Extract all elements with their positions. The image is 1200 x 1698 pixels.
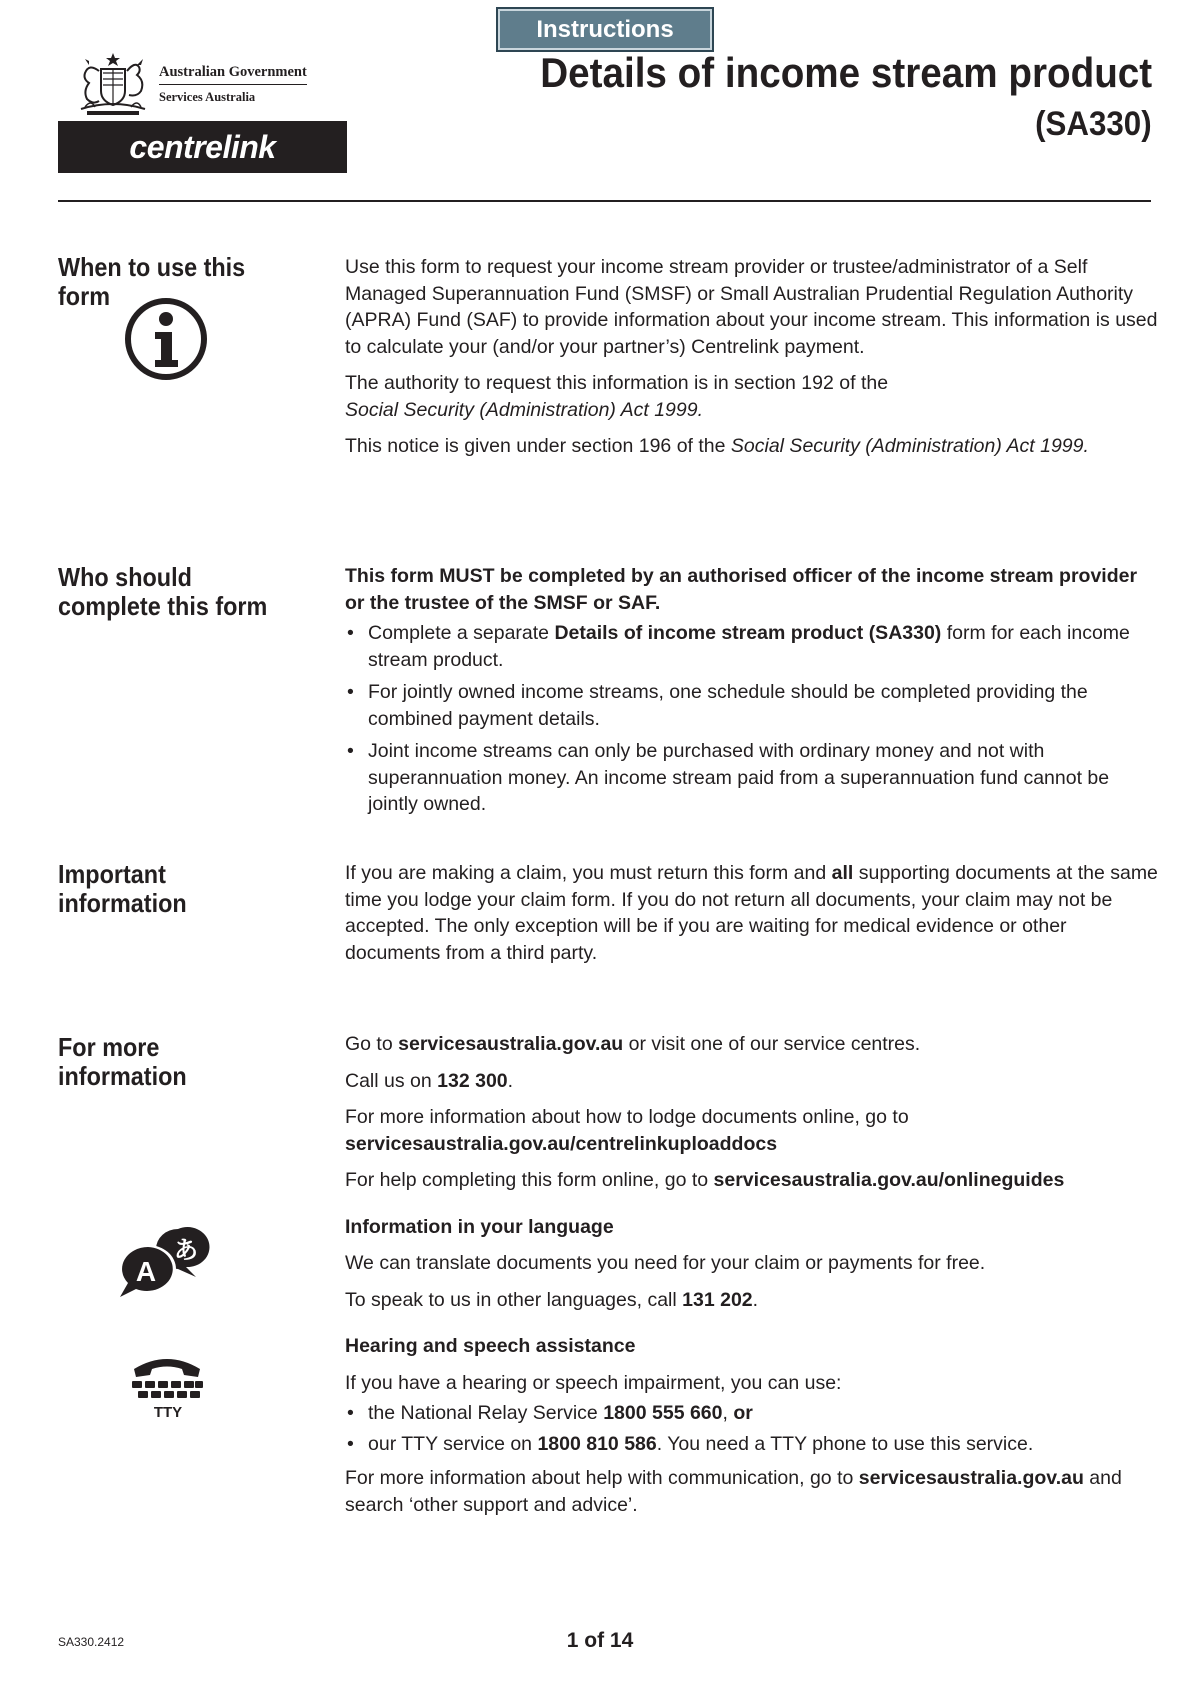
communication-paragraph [345, 1465, 1160, 1518]
list-item [345, 1400, 1160, 1427]
header-divider [58, 200, 1151, 202]
language-heading: Information in your language [345, 1215, 614, 1238]
who-content [345, 563, 1160, 824]
text: Go to [345, 1033, 399, 1055]
centrelink-brand: centrelink [58, 121, 347, 173]
page-number: 1 of 14 [566, 1629, 634, 1652]
text: . [507, 1069, 514, 1092]
when-paragraph-2 [345, 370, 1160, 423]
language-letter-b: あ [174, 1236, 198, 1264]
when-heading: When to use this form [58, 252, 246, 311]
phone-number: 1800 810 586 [537, 1432, 657, 1455]
bullet-text: Complete a separate [368, 622, 555, 644]
hearing-paragraph: If you have a hearing or speech impairment, you can use: [345, 1371, 842, 1394]
important-text: If you are making a claim, you must return this form and [345, 862, 832, 884]
emphasis: or [733, 1402, 753, 1424]
text: To speak to us in other languages, call [345, 1288, 683, 1311]
form-version-code: SA330.2412 [58, 1635, 125, 1649]
text: or visit one of our service centres. [623, 1033, 921, 1055]
online-guides-link[interactable]: servicesaustralia.gov.au/onlineguides [713, 1169, 1065, 1191]
who-list [345, 620, 1160, 818]
list-item: • Joint income streams can only be purchased with ordinary money and not with superannuation money. An income stream paid from a superannuation fund cannot be jointly owned. [345, 738, 1160, 818]
text: For more information about how to lodge documents online, go to [345, 1106, 909, 1128]
text: . You need a TTY phone to use this service. [656, 1432, 1034, 1455]
authority-text: The authority to request this information is in section 192 of the [345, 372, 889, 394]
list-item [345, 620, 1160, 673]
text: our TTY service on [368, 1432, 538, 1455]
language-letter-a: A [135, 1256, 157, 1287]
text: . [752, 1288, 759, 1311]
hearing-list [345, 1400, 1160, 1457]
page-title: Details of income stream product [540, 49, 1152, 96]
notice-text: This notice is given under section 196 of the [345, 435, 731, 457]
upload-docs-link[interactable]: servicesaustralia.gov.au/centrelinkuploaddocs [345, 1132, 778, 1155]
lodge-line [345, 1104, 1160, 1157]
important-paragraph [345, 860, 1160, 966]
form-name: Details of income stream product (SA330) [554, 622, 942, 644]
emphasis: all [831, 862, 854, 884]
website-line [345, 1031, 1160, 1058]
phone-line [345, 1068, 1160, 1095]
instructions-tab: Instructions [496, 7, 714, 52]
text: , [722, 1402, 734, 1424]
phone-number: 1800 555 660 [603, 1402, 723, 1424]
info-icon [123, 296, 209, 382]
text: For help completing this form online, go to [345, 1169, 714, 1191]
text: and search ‘other support and advice’. [345, 1467, 1122, 1516]
important-content [345, 860, 1160, 976]
text: For more information about help with communication, go to [345, 1467, 859, 1489]
text: the National Relay Service [368, 1402, 604, 1424]
online-guides-line [345, 1167, 1160, 1194]
act-citation: Social Security (Administration) Act 1999. [345, 398, 704, 421]
form-code-title: (SA330) [1035, 105, 1152, 143]
bullet-text: form for each income stream product. [368, 622, 1130, 671]
phone-number: 131 202 [682, 1288, 753, 1311]
list-item: • For jointly owned income streams, one schedule should be completed providing the combined payment details. [345, 679, 1160, 732]
who-heading: Who should complete this form [58, 562, 268, 621]
when-paragraph-1: Use this form to request your income stream provider or trustee/administrator of a Self Managed Superannuation Fund (SMSF) or Small Australian Prudential Regulation Authority (APRA) Fund (SAF) to provide information about your income stream. This information is used to calculate your (and/or your partner’s) Centrelink payment. [345, 256, 1158, 358]
list-item [345, 1431, 1160, 1458]
text: Call us on [345, 1069, 438, 1092]
more-content [345, 1031, 1160, 1528]
agency-name: Services Australia [159, 89, 256, 104]
important-heading: Important information [58, 859, 187, 918]
tty-label: TTY [153, 1404, 183, 1421]
who-lead: This form MUST be completed by an authorised officer of the income stream provider or the trustee of the SMSF or SAF. [345, 565, 1138, 614]
act-citation: Social Security (Administration) Act 1999. [730, 435, 1089, 457]
when-paragraph-3 [345, 433, 1160, 460]
government-logo [58, 50, 348, 118]
hearing-heading: Hearing and speech assistance [345, 1335, 636, 1357]
language-paragraph-2 [345, 1287, 1160, 1314]
when-content [345, 254, 1160, 470]
gov-name: Australian Government [159, 64, 307, 85]
website-link[interactable]: servicesaustralia.gov.au [398, 1033, 624, 1055]
tty-icon [128, 1351, 206, 1423]
language-paragraph-1: We can translate documents you need for your claim or payments for free. [345, 1252, 986, 1274]
coat-of-arms-icon [73, 51, 153, 117]
more-heading: For more information [58, 1032, 187, 1091]
phone-number: 132 300 [437, 1069, 508, 1092]
language-icon [116, 1225, 218, 1299]
website-link[interactable]: servicesaustralia.gov.au [858, 1467, 1084, 1489]
important-text: supporting documents at the same time you lodge your claim form. If you do not return all documents, your claim may not be accepted. The only exception will be if you are waiting for medical evidence or other documents from a third party. [345, 862, 1158, 964]
